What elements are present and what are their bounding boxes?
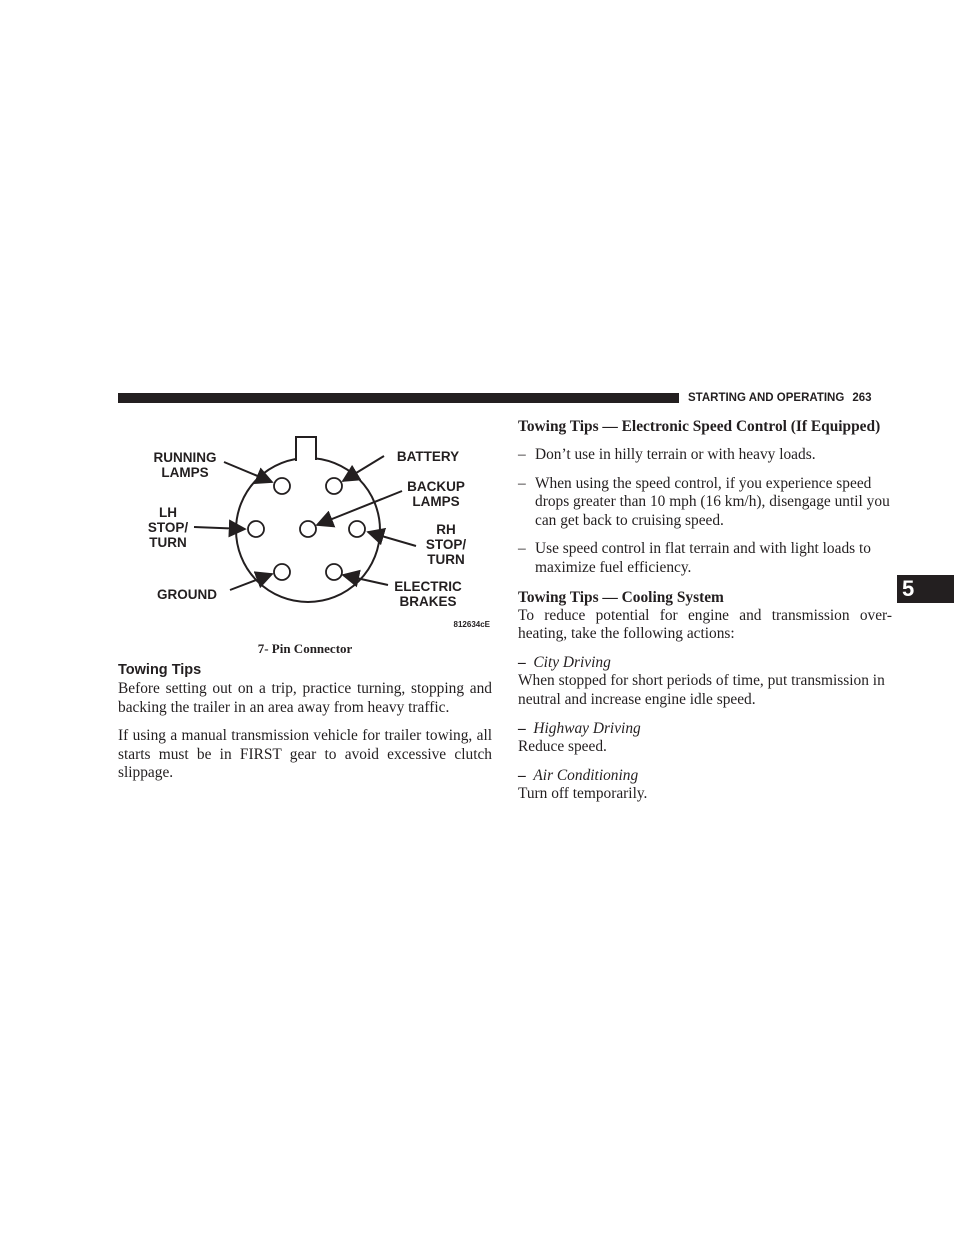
towing-tips-heading: Towing Tips	[118, 662, 202, 678]
pin-battery	[326, 478, 342, 494]
list-item: – Don’t use in hilly terrain or with heavy loads.	[518, 446, 816, 463]
label-running-1: RUNNING	[153, 450, 217, 465]
label-battery: BATTERY	[396, 449, 460, 464]
left-column	[118, 660, 492, 783]
label-lh-2: STOP/	[147, 520, 189, 535]
speed-control-heading: Towing Tips — Electronic Speed Control (If Equipped)	[518, 418, 881, 435]
pin-lh-stop-turn	[248, 521, 264, 537]
arrow-electric-brakes	[343, 575, 388, 585]
label-rh-2: STOP/	[425, 537, 467, 552]
pin-rh-stop-turn	[349, 521, 365, 537]
label-rh-1: RH	[436, 522, 456, 537]
city-driving-text: When stopped for short periods of time, put transmission in neutral and increase engine idle speed.	[518, 672, 885, 708]
pin-backup-lamps	[300, 521, 316, 537]
label-running-2: LAMPS	[161, 465, 209, 480]
highway-driving-title: – Highway Driving	[518, 719, 641, 737]
running-header	[688, 390, 892, 406]
figure-caption: 7- Pin Connector	[257, 641, 353, 656]
paragraph-manual-transmission: If using a manual transmission vehicle for trailer towing, all starts must be in FIRST gear to avoid excessive clutch slippage.	[118, 727, 492, 782]
list-item: – When using the speed control, if you experience speed drops greater than 10 mph (16 km/h), disengage until you can get back to cruising speed.	[518, 474, 890, 529]
label-electric-1: ELECTRIC	[394, 579, 462, 594]
section-title: STARTING AND OPERATING	[688, 392, 845, 404]
list-item: – Use speed control in flat terrain and with light loads to maximize fuel efficiency.	[518, 540, 871, 576]
figure-code: 812634cE	[453, 620, 490, 629]
city-driving-title: – City Driving	[518, 653, 611, 671]
pin-electric-brakes	[326, 564, 342, 580]
chapter-tab: 5	[897, 575, 954, 603]
right-column	[518, 417, 892, 804]
cooling-intro: To reduce potential for engine and transmission over-heating, take the following actions:	[518, 606, 892, 643]
paragraph-practice: Before setting out on a trip, practice turning, stopping and backing the trailer in an area away from heavy traffic.	[118, 680, 492, 716]
connector-key	[296, 437, 316, 461]
arrow-lh-stop-turn	[194, 527, 245, 529]
page-number: 263	[852, 392, 872, 404]
air-conditioning-text: Turn off temporarily.	[518, 785, 648, 803]
arrow-battery	[343, 456, 384, 481]
label-lh-3: TURN	[149, 535, 187, 550]
label-backup-2: LAMPS	[412, 494, 460, 509]
pin-ground	[274, 564, 290, 580]
arrow-rh-stop-turn	[368, 532, 416, 546]
air-conditioning-title: – Air Conditioning	[518, 766, 639, 784]
label-backup-1: BACKUP	[407, 479, 465, 494]
highway-driving-text: Reduce speed.	[518, 738, 607, 756]
cooling-system-heading: Towing Tips — Cooling System	[518, 588, 724, 606]
pin-running-lamps	[274, 478, 290, 494]
label-lh-1: LH	[159, 505, 177, 520]
seven-pin-connector-diagram	[140, 428, 495, 633]
label-ground: GROUND	[157, 587, 217, 602]
header-bar	[118, 393, 679, 403]
label-rh-3: TURN	[427, 552, 465, 567]
label-electric-2: BRAKES	[399, 594, 457, 609]
arrow-backup-lamps	[317, 491, 402, 525]
